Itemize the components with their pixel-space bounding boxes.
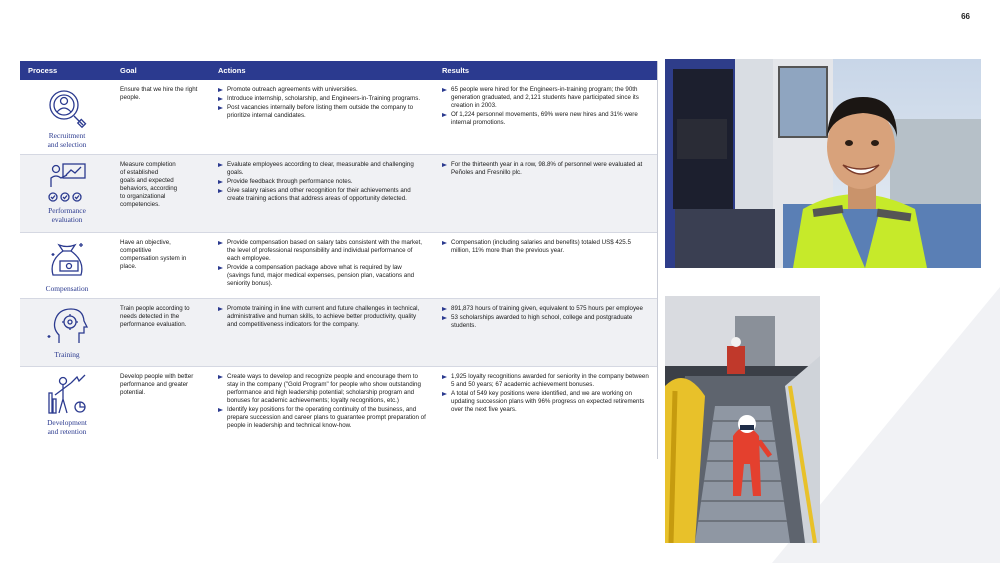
result-item: 891,873 hours of training given, equivalent to 575 hours per employee xyxy=(442,305,650,313)
action-item: Provide feedback through performance notes. xyxy=(218,178,426,186)
goal-cell: Train people according to needs detected in the performance evaluation. xyxy=(120,305,190,329)
action-item: Promote training in line with current and future challenges in technical, administrative and human skills, to achieve better productivity, quality and competitiveness indicators for the company. xyxy=(218,305,426,329)
process-label: Compensation xyxy=(45,284,89,293)
process-cell xyxy=(20,299,114,366)
process-cell xyxy=(20,80,114,154)
column-divider xyxy=(657,61,658,459)
actions-cell xyxy=(210,155,434,232)
goal-cell: Develop people with better performance and greater potential. xyxy=(120,373,194,397)
actions-cell xyxy=(210,299,434,366)
action-item: Post vacancies internally before listing them outside the company to prioritize internal candidates. xyxy=(218,104,426,120)
action-item: Evaluate employees according to clear, measurable and challenging goals. xyxy=(218,161,426,177)
process-table xyxy=(20,61,658,451)
table-row-compensation xyxy=(20,233,658,299)
process-label: Recruitment and selection xyxy=(47,131,87,150)
action-item: Identify key positions for the operating continuity of the business, and prepare succession and career plans to guarantee prompt preparation of people in leadership and technical know-how. xyxy=(218,406,426,430)
process-cell xyxy=(20,155,114,232)
table-row-performance xyxy=(20,155,658,233)
goal-cell: Have an objective, competitive compensation system in place. xyxy=(120,239,187,271)
process-cell xyxy=(20,367,114,451)
result-item: 1,925 loyalty recognitions awarded for seniority in the company between 5 and 50 years; 67 academic achievement bonuses. xyxy=(442,373,650,389)
training-head-gear-icon xyxy=(43,305,91,349)
action-item: Provide a compensation package above what is required by law (savings fund, major medical expenses, pension plan, vacations and seniority bonus). xyxy=(218,264,426,288)
action-item: Provide compensation based on salary tabs consistent with the market, the level of professional responsibility and individual performance of each employee. xyxy=(218,239,426,263)
process-label: Performance evaluation xyxy=(48,206,86,225)
actions-cell xyxy=(210,367,434,451)
process-label: Development and retention xyxy=(47,418,87,437)
process-label: Training xyxy=(54,350,80,359)
stairs-worker-photo xyxy=(665,296,820,543)
action-item: Give salary raises and other recognition for their achievements and create training actions that address areas of opportunity detected. xyxy=(218,187,426,203)
actions-cell xyxy=(210,233,434,298)
goal-cell: Ensure that we hire the right people. xyxy=(120,86,198,102)
page-number: 66 xyxy=(961,12,970,21)
actions-cell xyxy=(210,80,434,154)
action-item: Create ways to develop and recognize people and encourage them to stay in the company ("Gold Program" for people who show outstanding performance and high leadership potential; scholarship program and bonuses for academic achievements; loyalty recognitions, etc.) xyxy=(218,373,426,405)
results-cell xyxy=(434,80,658,154)
action-item: Introduce internship, scholarship, and Engineers-in-Training programs. xyxy=(218,95,426,103)
result-item: 53 scholarships awarded to high school, college and postgraduate students. xyxy=(442,314,650,330)
recruitment-search-icon xyxy=(43,86,91,130)
table-row-training xyxy=(20,299,658,367)
header-process: Process xyxy=(28,66,58,75)
results-cell xyxy=(434,233,658,298)
header-results: Results xyxy=(442,66,470,75)
result-item: A total of 549 key positions were identified, and we are working on updating succession plans with 96% progress on expected retirements over the next five years. xyxy=(442,390,650,414)
action-item: Promote outreach agreements with universities. xyxy=(218,86,426,94)
money-bag-icon xyxy=(43,239,91,283)
table-row-recruitment xyxy=(20,80,658,155)
header-goal: Goal xyxy=(120,66,137,75)
result-item: Of 1,224 personnel movements, 69% were new hires and 31% were internal promotions. xyxy=(442,111,650,127)
table-header xyxy=(20,61,658,80)
results-cell xyxy=(434,155,658,232)
process-cell xyxy=(20,233,114,298)
table-row-development xyxy=(20,367,658,451)
performance-presenter-icon xyxy=(43,161,91,205)
goal-cell: Measure completion of established goals and expected behaviors, according to organizational competencies. xyxy=(120,161,178,209)
results-cell xyxy=(434,299,658,366)
header-actions: Actions xyxy=(218,66,246,75)
result-item: Compensation (including salaries and benefits) totaled US$ 425.5 million, 11% more than the previous year. xyxy=(442,239,650,255)
development-growth-icon xyxy=(43,373,91,417)
result-item: For the thirteenth year in a row, 98.8% of personnel were evaluated at Peñoles and Fresnillo plc. xyxy=(442,161,650,177)
result-item: 65 people were hired for the Engineers-in-training program; the 90th generation graduated, and 2,121 students have participated since its creation in 2003. xyxy=(442,86,650,110)
results-cell xyxy=(434,367,658,451)
worker-photo xyxy=(665,59,981,268)
